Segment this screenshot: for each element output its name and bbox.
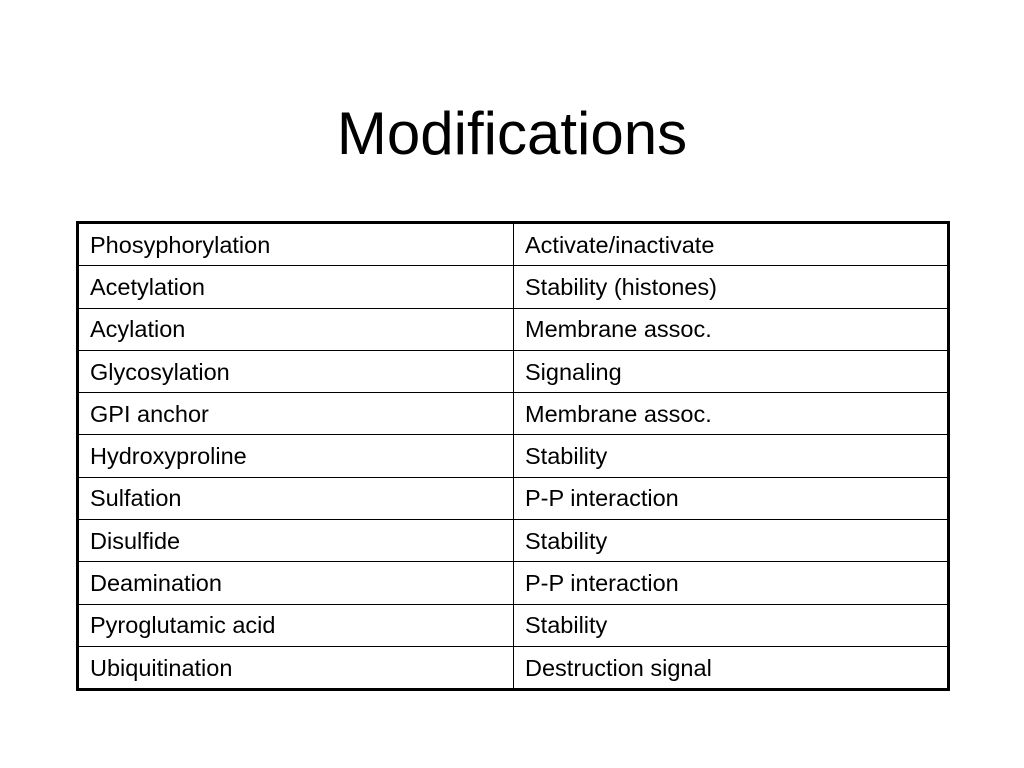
slide-title: Modifications bbox=[336, 100, 688, 167]
modification-cell: Disulfide bbox=[78, 520, 514, 562]
effect-cell: Stability (histones) bbox=[514, 266, 949, 308]
effect-cell: Stability bbox=[514, 520, 949, 562]
table-row bbox=[78, 604, 949, 646]
modification-cell: Deamination bbox=[78, 562, 514, 604]
modification-cell: Hydroxyproline bbox=[78, 435, 514, 477]
modification-cell: Acylation bbox=[78, 308, 514, 350]
modifications-table bbox=[76, 221, 950, 691]
table-row bbox=[78, 393, 949, 435]
table-row bbox=[78, 646, 949, 689]
table-row bbox=[78, 477, 949, 519]
table-row bbox=[78, 266, 949, 308]
effect-cell: Membrane assoc. bbox=[514, 308, 949, 350]
effect-cell: Stability bbox=[514, 604, 949, 646]
effect-cell: Activate/inactivate bbox=[514, 223, 949, 266]
effect-cell: Signaling bbox=[514, 350, 949, 392]
table-row bbox=[78, 223, 949, 266]
modification-cell: Pyroglutamic acid bbox=[78, 604, 514, 646]
effect-cell: Membrane assoc. bbox=[514, 393, 949, 435]
effect-cell: P-P interaction bbox=[514, 477, 949, 519]
modification-cell: Acetylation bbox=[78, 266, 514, 308]
modification-cell: Ubiquitination bbox=[78, 646, 514, 689]
modification-cell: GPI anchor bbox=[78, 393, 514, 435]
table-row bbox=[78, 520, 949, 562]
modification-cell: Glycosylation bbox=[78, 350, 514, 392]
effect-cell: Destruction signal bbox=[514, 646, 949, 689]
table-row bbox=[78, 350, 949, 392]
table-row bbox=[78, 308, 949, 350]
modification-cell: Sulfation bbox=[78, 477, 514, 519]
effect-cell: P-P interaction bbox=[514, 562, 949, 604]
table-row bbox=[78, 435, 949, 477]
table-row bbox=[78, 562, 949, 604]
effect-cell: Stability bbox=[514, 435, 949, 477]
modifications-table-container bbox=[76, 221, 950, 691]
modification-cell: Phosyphorylation bbox=[78, 223, 514, 266]
